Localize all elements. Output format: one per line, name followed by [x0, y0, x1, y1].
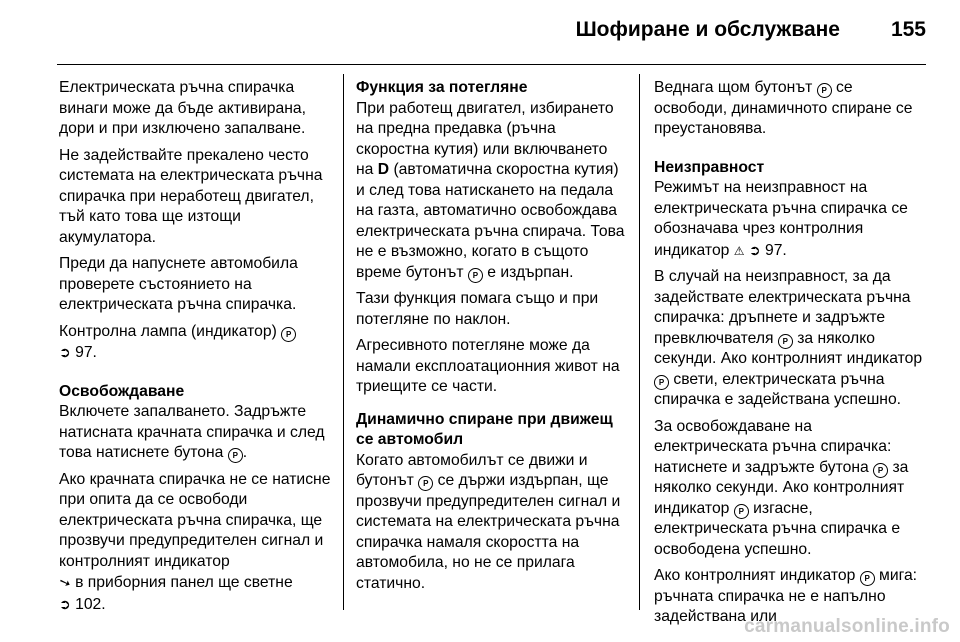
parking-brake-icon: P — [817, 83, 832, 98]
col1-paragraph-6 — [56, 470, 331, 616]
parking-brake-icon: P — [654, 375, 669, 390]
heading-dynamic-braking: Динамично спиране при движещ се автомобил — [356, 410, 613, 448]
fault-release-text-a: За освобождаване на електрическата ръчна спирачка: натиснете и задръжте бутона — [654, 417, 892, 476]
release-button-text-a: Веднага щом бутонът — [654, 79, 813, 96]
release-text-end: . — [242, 444, 248, 461]
parking-brake-icon: P — [418, 476, 433, 491]
page-reference-link[interactable]: 97. — [75, 344, 97, 361]
fault-release-text-c: изгасне, електрическата ръчна спирачка е освободена успешно. — [654, 499, 901, 558]
heading-drive-away: Функция за потегляне — [356, 79, 528, 96]
col2-paragraph-3: Агресивното потегляне може да намали експлоатационния живот на триещите се части. — [356, 337, 620, 395]
col1-paragraph-2: Не задействайте прекалено често системата на електрическата ръчна спирачка при неработещ двигател, тъй като това ще изтощи акумулатора. — [59, 146, 323, 246]
fault-release-text-b: за няколко секунди. Ако контролният индикатор — [654, 458, 909, 517]
fault-apply-text-b: за няколко секунди. Ако контролният индикатор — [654, 329, 923, 367]
col3-paragraph-1 — [654, 78, 929, 140]
indicator-label: Контролна лампа (индикатор) — [59, 322, 277, 340]
parking-brake-icon: P — [228, 448, 243, 463]
page-reference-link[interactable]: 102. — [75, 595, 106, 613]
col3-paragraph-4 — [654, 417, 929, 561]
parking-brake-icon: P — [860, 571, 875, 586]
fault-text: Режимът на неизправност на електрическата ръчна спирачка се обозначава чрез контролния индикатор — [654, 179, 908, 259]
heading-fault: Неизправност — [654, 158, 765, 176]
column-divider-1 — [343, 74, 344, 610]
page-reference-icon: ➲ — [748, 241, 761, 258]
gear-d-label: D — [377, 161, 390, 178]
dynamic-text-a: Когато автомобилът се движи и бутонът — [356, 451, 588, 489]
parking-brake-icon: P — [873, 463, 888, 478]
header-rule — [57, 64, 926, 65]
page-reference-icon: ➲ — [59, 595, 71, 612]
warning-text: Ако крачната спирачка не се натисне при опита да се освободи електрическата ръчна спирачка, ще прозвучи предупредителен сигнал и контролният индикатор — [59, 470, 331, 570]
col1-paragraph-1: Електрическата ръчна спирачка винаги може да бъде активирана, дори и при изключено запалване. — [59, 79, 306, 137]
column-divider-2 — [639, 74, 640, 610]
col3-paragraph-3 — [654, 267, 929, 411]
dynamic-text-b: се държи издърпан, ще прозвучи предупредителен сигнал и системата на електрическата ръчна спирачка намаля скоростта на автомобила, но не се прилага статично. — [356, 472, 621, 592]
col1-paragraph-4 — [59, 322, 331, 364]
release-text: Включете запалването. Задръжте натисната крачната спирачка и след това натиснете бутона — [59, 403, 325, 461]
parking-brake-icon: P — [734, 504, 749, 519]
page-number: 155 — [890, 18, 926, 41]
col2-paragraph-4 — [356, 451, 626, 595]
flash-text-b: мига: ръчната спирачка не е напълно задействана или — [654, 567, 918, 625]
drive-away-text-a: При работещ двигател, избирането на предна предавка (ръчна скоростна кутия) или включването на — [356, 99, 614, 178]
release-button-text-b: се освободи, динамичното спиране се преустановява. — [654, 79, 913, 137]
heading-release: Освобождаване — [59, 382, 185, 400]
footer-watermark: carmanualsonline.info — [744, 616, 950, 637]
footbrake-icon: ➘ — [56, 572, 74, 592]
col3-paragraph-2 — [654, 178, 929, 261]
page-reference-link[interactable]: 97. — [764, 241, 787, 259]
drive-away-text-b: (автоматична скоростна кутия) и след това натискането на педала на газта, автоматично освобождава електрическата ръчна спирача. Това не е възможно, когато в същото време бутонът — [356, 161, 625, 281]
col2-paragraph-2: Тази функция помага също и при потегляне по наклон. — [356, 290, 599, 328]
column-1 — [56, 78, 331, 621]
fault-apply-text-c: свети, електрическата ръчна спирачка е задействана успешно. — [654, 370, 902, 408]
drive-away-text-c: е издърпан. — [487, 263, 574, 281]
parking-brake-icon: P — [468, 268, 483, 283]
column-2 — [356, 78, 626, 600]
fault-apply-text-a: В случай на неизправност, за да задействате електрическата ръчна спирачка: дръпнете и задръжте превключвателя — [654, 268, 911, 347]
parking-brake-icon: P — [281, 327, 296, 342]
col2-paragraph-1 — [356, 99, 626, 284]
col1-paragraph-3: Преди да напуснете автомобила проверете състоянието на електрическата ръчна спирачка. — [59, 255, 298, 313]
page-reference-icon: ➲ — [59, 344, 71, 360]
warning-text-after: в приборния панел ще светне — [75, 574, 293, 591]
column-3 — [654, 78, 929, 634]
page-header-title: Шофиране и обслужване — [575, 18, 840, 41]
brake-fault-icon: ⚠ — [733, 243, 745, 258]
flash-text-a: Ако контролният индикатор — [654, 567, 856, 584]
parking-brake-icon: P — [778, 334, 793, 349]
col1-paragraph-5 — [59, 402, 331, 464]
